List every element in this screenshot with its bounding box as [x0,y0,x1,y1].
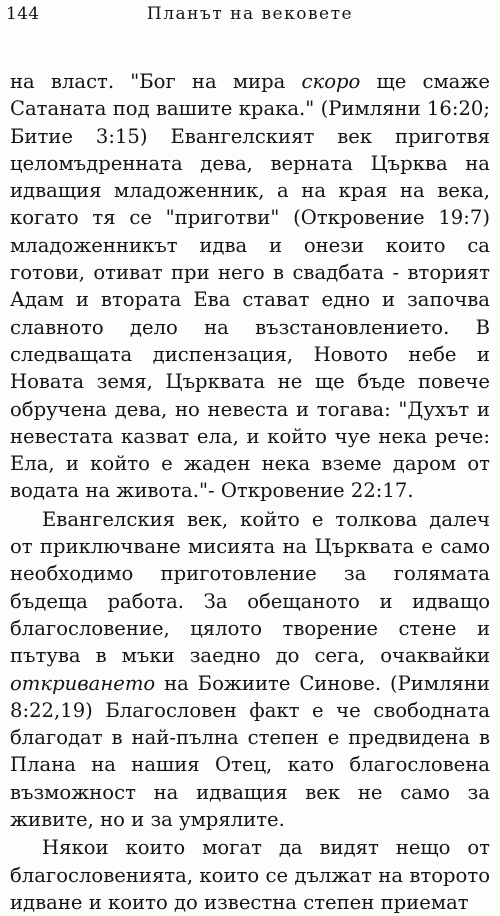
paragraph-3-text: Някои които могат да видят нещо от благословенията, които се дължат на второто идване и които до известна степен приемат [10,836,490,914]
paragraph-2 [10,506,490,834]
page-number: 144 [6,4,40,24]
paragraph-1-emphasis: скоро [301,70,361,93]
paragraph-2-text-b: на Божиите Синове. (Римляни 8:22,19) Благословен факт е че свободната благодат в най-пълна степен е предвидена в Плана на нашия Отец, като благословена възможност на идващия век не само за живите, но и за умрялите. [10,671,490,832]
paragraph-1 [10,68,490,505]
running-title: Планът на вековете [146,4,354,24]
page-header [6,4,494,28]
paragraph-2-text-a: Евангелския век, който е толкова далеч от приключване мисията на Църквата е само необходимо приготовление за голямата бъдеща работа. За обещаното и идващо благословение, цялото творение стене и пътува в мъки заедно до сега, очаквайки [10,507,490,668]
paragraph-1-text-a: на власт. "Бог на мира [10,70,302,93]
paragraph-3 [10,834,490,916]
paragraph-1-text-b: ще смаже Сатаната под вашите крака." (Римляни 16:20; Битие 3:15) Евангелският век приготвя целомъдренната дева, верната Църква на идващия младоженник, а на края на века, когато тя се "приготви" (Откровение 19:7) младоженникът идва и онези които са готови, отиват при него в свадбата - вторият Адам и втората Ева стават едно и започва славното дело на възстановлението. В следващата диспензация, Новото небе и Новата земя, Църквата не ще бъде повече обручена дева, но невеста и тогава: "Духът и невестата казват ела, и който чуе нека рече: Ела, и който е жаден нека вземе даром от водата на живота."- Откровение 22:17. [10,70,490,503]
body-text [10,68,490,916]
paragraph-2-emphasis: откриването [10,671,156,695]
